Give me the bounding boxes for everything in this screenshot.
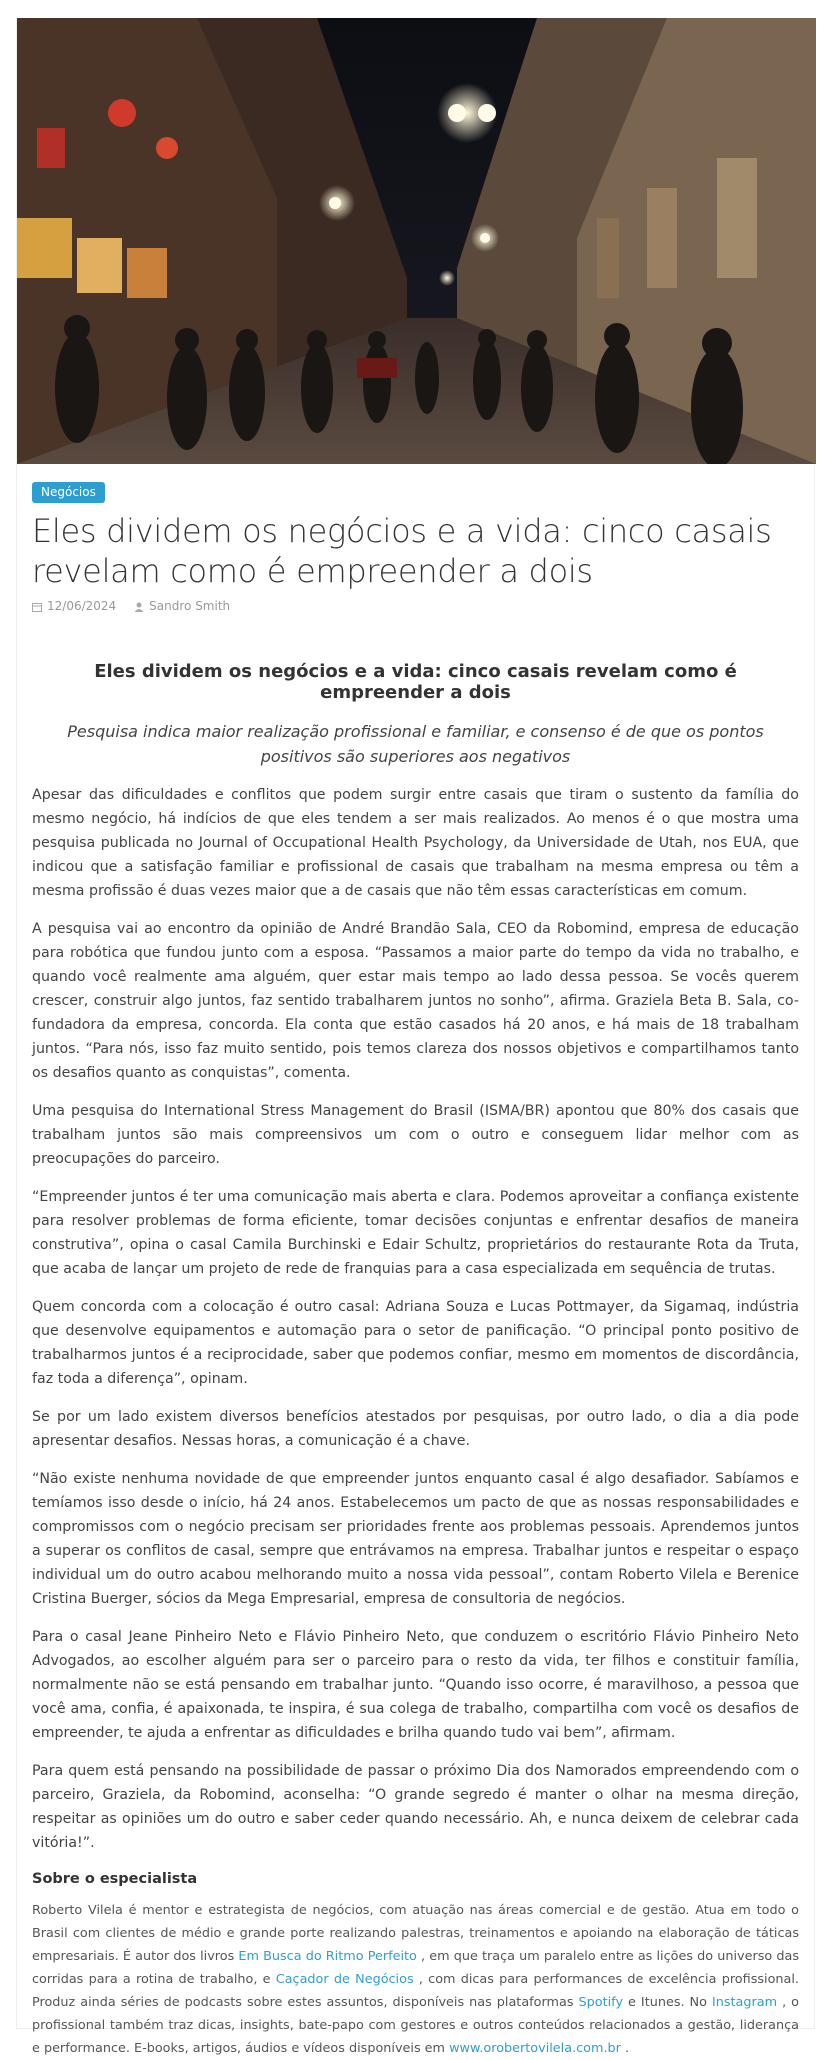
post-date[interactable]: [32, 599, 116, 613]
link-book-cacador-negocios[interactable]: Caçador de Negócios: [275, 1972, 414, 1987]
paragraph-4: “Empreender juntos é ter uma comunicação mais aberta e clara. Podemos aproveitar a confiança existente para resolver problemas de forma eficiente, tomar decisões conjuntas e enfrentar desafios de maneira construtiva”, opina o casal Camila Burchinski e Edair Schultz, proprietários do restaurante Rota da Truta, que acaba de lançar um projeto de rede de franquias para a casa especializada em sequência de trutas.: [32, 1189, 799, 1277]
article-card: [16, 18, 815, 2056]
category-badge[interactable]: Negócios: [32, 482, 105, 503]
paragraph-1: Apesar das dificuldades e conflitos que podem surgir entre casais que tiram o sustento da família do mesmo negócio, há indícios de que eles tendem a ser mais realizados. Ao menos é o que mostra uma pesquisa publicada no Journal of Occupational Health Psychology, da Universidade de Utah, nos EUA, que indicou que a satisfação familiar e profissional de casais que trabalham na mesma empresa ou têm a mesma profissão é duas vezes maior que a de casais que não têm essas características em comum.: [32, 787, 799, 899]
bio-text-3: , com dicas para performances de excelência profissional. Produz ainda séries de podcasts sobre estes assuntos, disponíveis nas plataformas: [32, 1972, 799, 2010]
paragraph-2: A pesquisa vai ao encontro da opinião de André Brandão Sala, CEO da Robomind, empresa de educação para robótica que fundou junto com a esposa. “Passamos a maior parte do tempo da vida no trabalho, e quando você realmente ama alguém, quer estar mais tempo ao lado dessa pessoa. Se vocês querem crescer, construir algo juntos, faz sentido trabalharem juntos no sonho”, afirma. Graziela Beta B. Sala, co-fundadora da empresa, concorda. Ela conta que estão casados há 20 anos, e há mais de 18 trabalham juntos. “Para nós, isso faz muito sentido, pois temos clareza dos nossos objetivos e compartilhamos tanto os desafios quanto as conquistas”, comenta.: [32, 921, 799, 1081]
link-website[interactable]: www.orobertovilela.com.br: [449, 2041, 621, 2056]
specialist-bio: [32, 1899, 799, 2060]
paragraph-3: Uma pesquisa do International Stress Management do Brasil (ISMA/BR) apontou que 80% dos casais que trabalham juntos são mais compreensivos um com o outro e conseguem lidar melhor com as preocupações do parceiro.: [32, 1103, 799, 1167]
post-date-text: 12/06/2024: [47, 599, 117, 613]
post-author-text: Sandro Smith: [149, 599, 231, 613]
bio-text-1: Roberto Vilela é mentor e estrategista de negócios, com atuação nas áreas comercial e de gestão. Atua em todo o Brasil com clientes de médio e grande porte realizando palestras, treinamentos e apoiando na elaboração de táticas empresariais. É autor dos livros: [32, 1903, 799, 1964]
hero-image: [17, 18, 816, 464]
bio-text-5: , o profissional também traz dicas, insights, bate-papo com gestores e outros conteúdos relacionados a gestão, liderança e performance. E-books, artigos, áudios e vídeos disponíveis em: [32, 1995, 799, 2056]
article-lead: Pesquisa indica maior realização profissional e familiar, e consenso é de que os pontos positivos são superiores aos negativos: [67, 722, 764, 766]
article-subtitle: Eles dividem os negócios e a vida: cinco casais revelam como é empreender a dois: [94, 661, 737, 703]
paragraph-5: Quem concorda com a colocação é outro casal: Adriana Souza e Lucas Pottmayer, da Sigamaq, indústria que desenvolve equipamentos e automação para o setor de panificação. “O principal ponto positivo de trabalharmos juntos é a reciprocidade, saber que podemos confiar, mesmo em momentos de discordância, faz toda a diferença”, opinam.: [32, 1299, 799, 1387]
bio-text-4: e Itunes. No: [623, 1995, 712, 2010]
link-instagram[interactable]: Instagram: [711, 1995, 778, 2010]
bio-text-2: , em que traça um paralelo entre as lições do universo das corridas para a rotina de trabalho, e: [32, 1949, 799, 1987]
street-photo: [17, 18, 816, 464]
specialist-heading: Sobre o especialista: [32, 1871, 198, 1887]
user-icon: [134, 601, 144, 611]
link-book-ritmo-perfeito[interactable]: Em Busca do Ritmo Perfeito: [238, 1949, 417, 1964]
paragraph-6: Se por um lado existem diversos benefícios atestados por pesquisas, por outro lado, o dia a dia pode apresentar desafios. Nessas horas, a comunicação é a chave.: [32, 1409, 799, 1449]
post-title: Eles dividem os negócios e a vida: cinco casais revelam como é empreender a dois: [32, 512, 772, 590]
paragraph-7: “Não existe nenhuma novidade de que empreender juntos enquanto casal é algo desafiador. Sabíamos e temíamos isso desde o início, há 24 anos. Estabelecemos um pacto de que as nossas responsabilidades e compromissos com o negócio precisam ser prioridades frente aos problemas pessoais. Aprendemos juntos a superar os conflitos de casal, sempre que entrávamos na empresa. Trabalhar juntos e respeitar o espaço individual um do outro acabou melhorando muito a nossa vida pessoal”, contam Roberto Vilela e Berenice Cristina Buerger, sócios da Mega Empresarial, empresa de consultoria de negócios.: [32, 1471, 799, 1607]
calendar-icon: [32, 601, 42, 611]
bio-text-6: .: [620, 2041, 630, 2056]
post-meta: [32, 599, 799, 613]
paragraph-8: Para o casal Jeane Pinheiro Neto e Flávio Pinheiro Neto, que conduzem o escritório Flávio Pinheiro Neto Advogados, ao escolher alguém para ser o parceiro para o resto da vida, ter filhos e constituir família, normalmente não se está pensando em trabalhar junto. “Quando isso ocorre, é maravilhoso, a pessoa que você ama, confia, é apaixonada, te inspira, é sua colega de trabalho, compartilha com você os desafios de empreender, te ajuda a enfrentar as dificuldades e brilha quando tudo vai bem”, afirmam.: [32, 1629, 799, 1741]
post-author[interactable]: [134, 599, 230, 613]
article-content: [17, 464, 814, 2060]
link-spotify[interactable]: Spotify: [578, 1995, 624, 2010]
paragraph-9: Para quem está pensando na possibilidade de passar o próximo Dia dos Namorados empreendendo com o parceiro, Graziela, da Robomind, aconselha: “O grande segredo é manter o olhar na mesma direção, respeitar as opiniões um do outro e saber ceder quando necessário. Ah, e nunca deixem de celebrar cada vitória!”.: [32, 1763, 799, 1851]
